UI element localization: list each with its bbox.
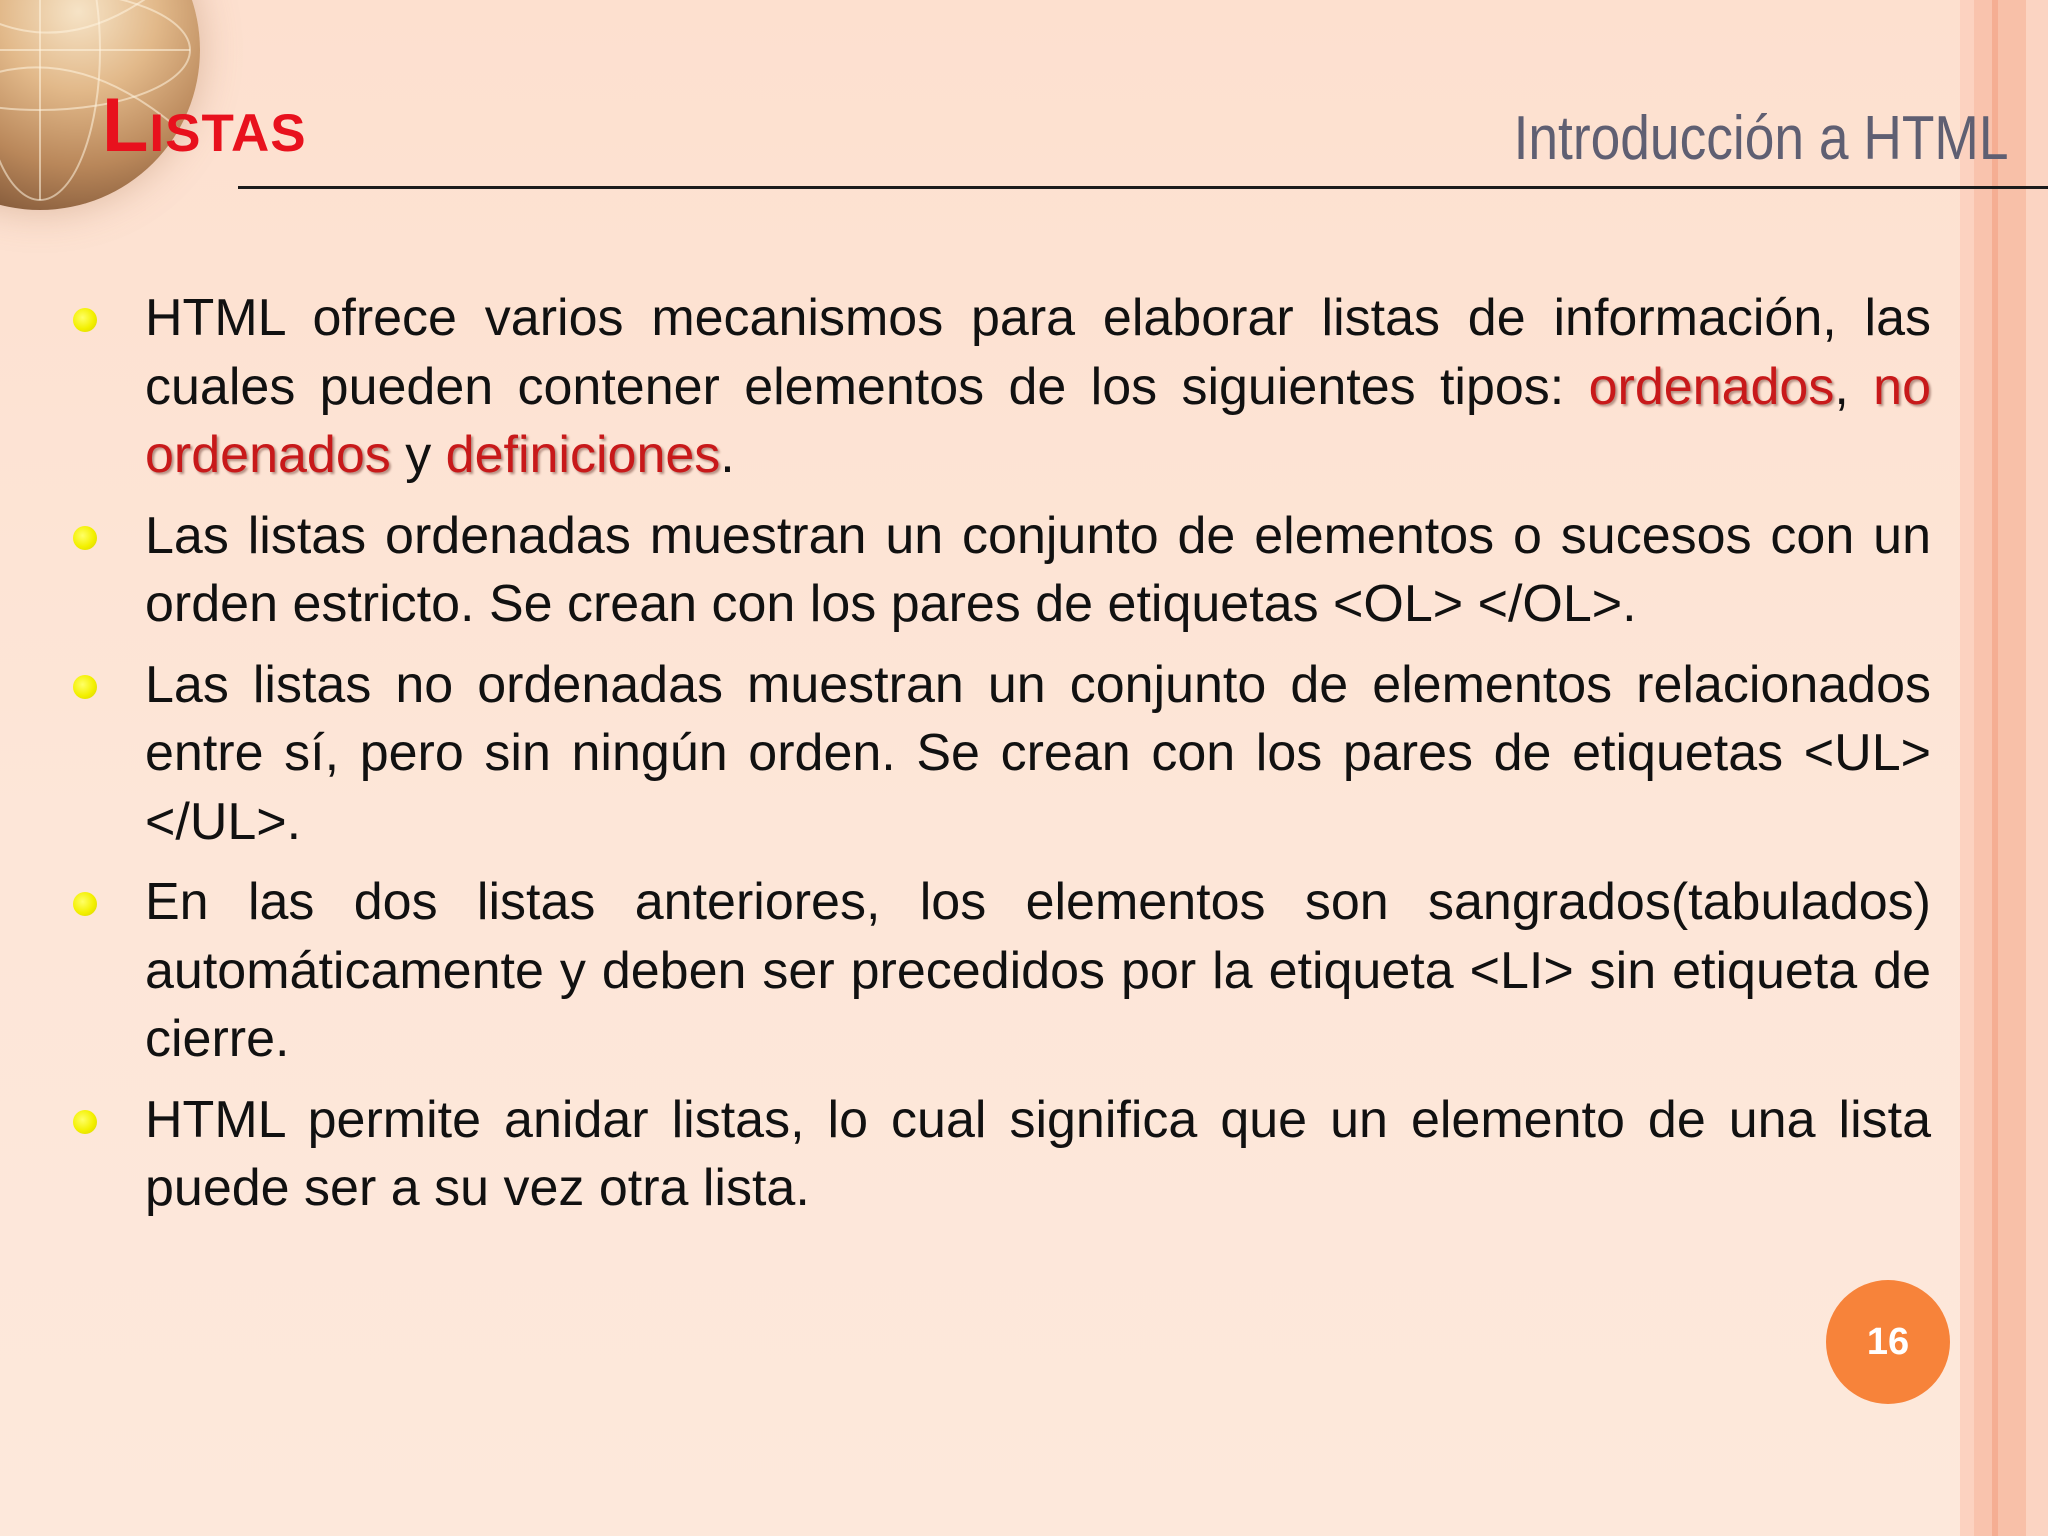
bullet-dot-icon xyxy=(73,308,97,332)
bullet-dot-icon xyxy=(73,892,97,916)
bullet-list xyxy=(145,284,1931,1235)
bullet-item xyxy=(145,1086,1931,1223)
bullet-text: HTML permite anidar listas, lo cual significa que un elemento de una lista puede ser a su vez otra lista. xyxy=(145,1090,1931,1217)
bullet-dot-icon xyxy=(73,1110,97,1134)
header-divider xyxy=(238,186,2048,189)
highlight-term-no-ordenados: no ordenados xyxy=(145,357,1931,484)
decorative-stripe xyxy=(2026,0,2048,1536)
highlight-term-definiciones: definiciones xyxy=(445,426,721,484)
bullet-separator: y xyxy=(390,426,446,484)
slide-title: Listas xyxy=(102,83,307,168)
bullet-separator: , xyxy=(1834,357,1874,416)
decorative-stripe xyxy=(1998,0,2026,1536)
bullet-item xyxy=(145,502,1931,639)
highlight-term-ordenados: ordenados xyxy=(1588,357,1835,416)
bullet-item xyxy=(145,284,1931,490)
bullet-text: Las listas ordenadas muestran un conjunto de elementos o sucesos con un orden estricto. Se crean con los pares de etiquetas <OL> </OL>. xyxy=(145,506,1931,633)
bullet-item xyxy=(145,651,1931,857)
page-number-badge: 16 xyxy=(1826,1280,1950,1404)
bullet-end: . xyxy=(720,426,735,484)
bullet-dot-icon xyxy=(73,526,97,550)
bullet-text: Las listas no ordenadas muestran un conjunto de elementos relacionados entre sí, pero sin ningún orden. Se crean con los pares de etiquetas <UL> </UL>. xyxy=(145,655,1931,851)
bullet-text: En las dos listas anteriores, los elementos son sangrados(tabulados) automáticamente y deben ser precedidos por la etiqueta <LI> sin etiqueta de cierre. xyxy=(145,873,1931,1068)
bullet-text: HTML ofrece varios mecanismos para elaborar listas de información, las cuales pueden contener elementos de los siguientes tipos: xyxy=(145,289,1931,416)
bullet-dot-icon xyxy=(73,675,97,699)
decorative-stripe xyxy=(1974,0,1992,1536)
decorative-stripe xyxy=(1960,0,1974,1536)
header-subtitle: Introducción a HTML xyxy=(1513,104,2008,173)
bullet-item xyxy=(145,868,1931,1074)
